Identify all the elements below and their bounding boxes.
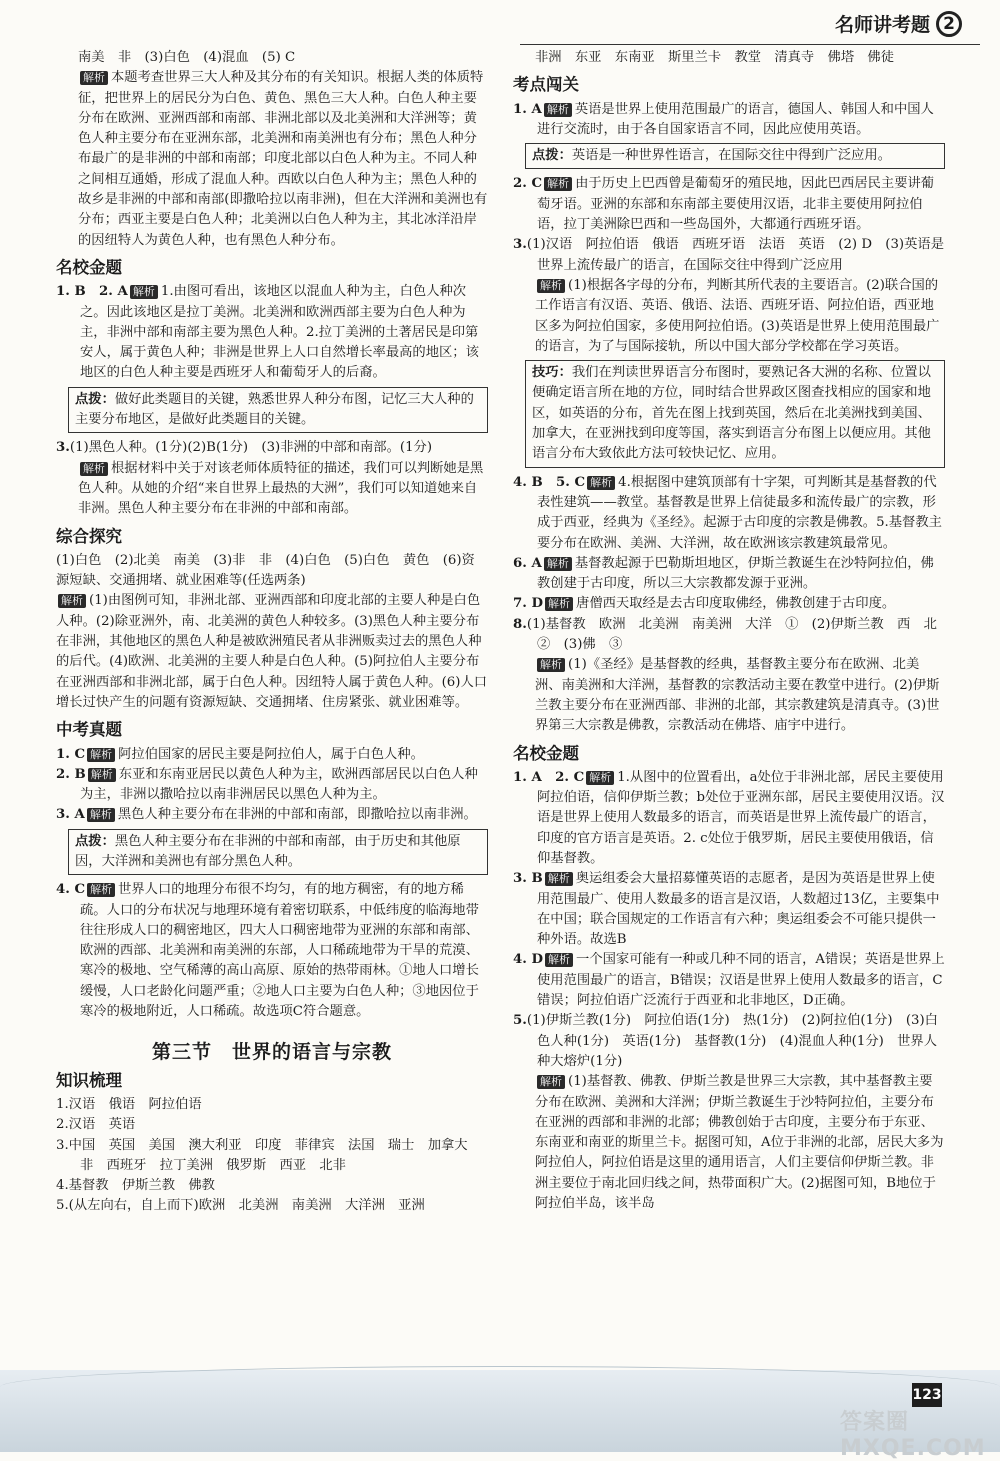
knowledge-item: 3.中国 英国 美国 澳大利亚 印度 菲律宾 法国 瑞士 加拿大 非 西班牙 拉丁美洲 俄罗斯 西亚 北非 xyxy=(56,1137,481,1173)
tip-label: 点拨： xyxy=(75,833,115,849)
answer-number: 8. xyxy=(513,616,527,632)
analysis-text: 黑色人种主要分布在非洲的中部和南部，即撒哈拉以南非洲。 xyxy=(117,807,477,823)
analysis-text: 东亚和东南亚居民以黄色人种为主，欧洲西部居民以白色人种为主，非洲以撒哈拉以南非洲居民以黑色人种为主。 xyxy=(80,766,478,803)
analysis-text: 根据材料中关于对该老师体质特征的描述，我们可以判断她是黑色人种。从她的介绍“来自世界上最热的大洲”，我们可以知道她来自非洲。黑色人种主要分布在非洲的中部和南部。 xyxy=(78,460,484,517)
analysis-text: 阿拉伯国家的居民主要是阿拉伯人，属于白色人种。 xyxy=(118,746,424,762)
analysis-text: 4.根据图中建筑顶部有十字架，可判断其是基督教的代表性建筑——教堂。基督教是世界上信徒最多和流传最广的宗教，形成于西亚，经典为《圣经》。起源于古印度的宗教是佛教。5.基督教主要分布在欧洲、美洲、大洋洲，故在欧洲该宗教建筑最常见。 xyxy=(537,474,942,551)
tip-label: 点拨： xyxy=(532,148,572,164)
right-column xyxy=(513,48,951,1214)
analysis-tag: 解析 xyxy=(537,1075,565,1089)
analysis-text: (1)基督教、佛教、伊斯兰教是世界三大宗教，其中基督教主要分布在欧洲、美洲和大洋洲；伊斯兰教诞生于沙特阿拉伯，主要分布在亚洲的西部和非洲的北部；佛教创始于古印度，主要分布于东亚、东南亚和南亚的斯里兰卡。据图可知，A位于非洲的北部，居民大多为阿拉伯人，阿拉伯语是这里的通用语言，人们主要信仰伊斯兰教。非洲主要位于南北回归线之间，热带面积广大。(2)据图可知，B地位于阿拉伯半岛，该半岛 xyxy=(535,1074,944,1212)
analysis-tag: 解析 xyxy=(544,557,572,571)
tip-box xyxy=(68,387,488,434)
analysis-text: 唐僧西天取经是去古印度取佛经，佛教创建于古印度。 xyxy=(576,596,896,612)
analysis-tag: 解析 xyxy=(87,748,115,762)
answer-item xyxy=(513,174,945,235)
analysis-tag: 解析 xyxy=(537,658,565,672)
brand-logo-icon: 2 xyxy=(936,11,962,37)
answer-line: 南美 非 (3)白色 (4)混血 (5) C xyxy=(78,50,296,65)
section-heading: 名校金题 xyxy=(56,257,122,277)
answer-item xyxy=(56,880,488,1022)
answer-text: (1)基督教 欧洲 北美洲 南美洲 大洋 ① (2)伊斯兰教 西 北 ② (3)佛 ③ xyxy=(526,616,951,653)
analysis-paragraph xyxy=(56,459,488,520)
analysis-tag: 解析 xyxy=(88,768,116,782)
section-heading: 考点闯关 xyxy=(513,75,579,95)
analysis-tag: 解析 xyxy=(130,285,158,299)
answer-item xyxy=(513,100,945,141)
analysis-paragraph xyxy=(513,655,945,736)
analysis-tag: 解析 xyxy=(544,103,572,117)
analysis-tag: 解析 xyxy=(545,953,573,967)
chapter-title: 第三节 世界的语言与宗教 xyxy=(151,1041,392,1064)
analysis-tag: 解析 xyxy=(537,279,565,293)
technique-box xyxy=(525,360,945,467)
analysis-paragraph xyxy=(513,276,945,357)
section-heading: 中考真题 xyxy=(56,720,122,740)
answer-number: 3. B xyxy=(513,871,543,887)
analysis-text: 一个国家可能有一种或几种不同的语言，A错误；英语是世界上使用范围最广的语言，B错误；汉语是世界上使用人数最多的语言，C错误；阿拉伯语广泛流行于西亚和北非地区，D正确。 xyxy=(537,952,945,1009)
technique-label: 技巧： xyxy=(532,365,572,381)
answer-text: (1)汉语 阿拉伯语 俄语 西班牙语 法语 英语 (2) D (3)英语是世界上流传最广的语言，在国际交往中得到广泛应用 xyxy=(526,237,945,273)
analysis-text: (1)《圣经》是基督教的经典，基督教主要分布在欧洲、北美洲、南美洲和大洋洲，基督教的宗教活动主要在教堂中进行。(2)伊斯兰教主要分布在亚洲西部、非洲的北部，其宗教建筑是清真寺。(3)世界第三大宗教是佛教，宗教活动在佛塔、庙宇中进行。 xyxy=(535,657,940,734)
knowledge-item: 5.(从左向右，自上而下)欧洲 北美洲 南美洲 大洋洲 亚洲 xyxy=(56,1198,425,1214)
answer-item xyxy=(513,235,945,276)
answer-item xyxy=(56,745,488,765)
analysis-text: 世界人口的地理分布很不均匀，有的地方稠密，有的地方稀疏。人口的分布状况与地理环境有着密切联系，中低纬度的临海地带往往形成人口的稠密地区，四大人口稠密地带为亚洲的东部和南部、欧洲的西部、北美洲和南美洲的东部，人口稀疏地带为干旱的荒漠、寒冷的极地、空气稀薄的高山高原、原始的热带雨林。①地人口增长缓慢，人口老龄化问题严重；②地人口主要为白色人种；③地因位于寒冷的极地附近，人口稀疏。故选项C符合题意。 xyxy=(80,882,479,1020)
tip-label: 点拨： xyxy=(75,391,115,407)
answer-item xyxy=(513,473,945,554)
answer-number: 5. xyxy=(513,1013,527,1029)
analysis-text: (1)根据各字母的分布，判断其所代表的主要语言。(2)联合国的工作语言有汉语、英语、俄语、法语、西班牙语、阿拉伯语，西亚地区多为阿拉伯国家，多使用阿拉伯语。(3)英语是世界上使用范围最广的语言，为了与国际接轨，所以中国大部分学校都在学习英语。 xyxy=(535,277,940,354)
answer-text: (1)伊斯兰教(1分) 阿拉伯语(1分) 热(1分) (2)阿拉伯(1分) (3)白色人种(1分) 英语(1分) 基督教(1分) (4)混血人种(1分) 世界人种大熔炉(1分) xyxy=(526,1013,938,1069)
answer-number: 4. D xyxy=(513,952,544,968)
answer-number: 2. B xyxy=(56,766,86,782)
answer-number: 3. A xyxy=(56,807,85,823)
answer-item xyxy=(513,1011,945,1072)
answer-number: 1. B 2. A xyxy=(56,284,128,300)
answer-item xyxy=(513,768,945,869)
answer-text: (1)白色 (2)北美 南美 (3)非 非 (4)白色 (5)白色 黄色 (6)资源短缺、交通拥堵、就业困难等(任选两条) xyxy=(56,552,475,589)
analysis-tag: 解析 xyxy=(80,71,108,85)
analysis-tag: 解析 xyxy=(544,177,572,191)
answer-text: (1)黑色人种。(1分)(2)B(1分) (3)非洲的中部和南部。(1分) xyxy=(69,440,433,456)
knowledge-item: 4.基督教 伊斯兰教 佛教 xyxy=(56,1178,215,1194)
analysis-tag: 解析 xyxy=(87,808,115,822)
tip-box xyxy=(525,143,945,169)
watermark: 答案圈 MXQE.COM xyxy=(840,1410,986,1461)
answer-item xyxy=(513,615,951,656)
answer-number: 3. xyxy=(513,237,527,253)
answer-item xyxy=(513,554,945,595)
section-heading: 知识梳理 xyxy=(56,1070,122,1090)
answer-number: 1. A 2. C xyxy=(513,769,585,785)
analysis-tag: 解析 xyxy=(587,476,615,490)
analysis-text: 1.由图可看出，该地区以混血人种为主，白色人种次之。因此该地区是拉丁美洲。北美洲和欧洲西部主要为白色人种为主，非洲中部和南部主要为黑色人种。2.拉丁美洲的土著居民是印第安人，属于黄色人种；非洲是世界上人口自然增长率最高的地区；该地区的白色人种主要是西班牙人和葡萄牙人的后裔。 xyxy=(80,284,479,381)
answer-number: 1. C xyxy=(56,746,86,762)
analysis-text: (1)由图例可知，非洲北部、亚洲西部和印度北部的主要人种是白色人种。(2)除亚洲外，南、北美洲的黄色人种较多。(3)黑色人种主要分布在非洲，其他地区的黑色人种是被欧洲殖民者从非洲贩卖过去的黑色人种的后代。(4)欧洲、北美洲的主要人种是白色人种。(5)阿拉伯人主要分布在亚洲西部和非洲北部，属于白色人种。因纽特人属于黄色人种。(6)人口增长过快产生的问题有资源短缺、交通拥堵、住房紧张、就业困难等。 xyxy=(56,593,488,710)
left-column xyxy=(56,48,488,1217)
answer-number: 4. B 5. C xyxy=(513,474,586,490)
answer-number: 4. C xyxy=(56,882,86,898)
analysis-tag: 解析 xyxy=(58,594,86,608)
tip-box xyxy=(68,829,488,876)
answer-item xyxy=(56,282,488,383)
brand-header xyxy=(835,10,962,37)
page-number: 123 xyxy=(912,1383,942,1407)
analysis-paragraph xyxy=(56,68,488,251)
knowledge-item: 2.汉语 英语 xyxy=(56,1117,136,1133)
answer-number: 2. C xyxy=(513,176,543,192)
answer-item xyxy=(56,765,488,806)
answer-number: 3. xyxy=(56,440,70,456)
analysis-text: 基督教起源于巴勒斯坦地区，伊斯兰教诞生在沙特阿拉伯，佛教创建于古印度，所以三大宗教都发源于亚洲。 xyxy=(537,555,934,592)
tip-text: 做好此类题目的关键，熟悉世界人种分布图，记忆三大人种的主要分布地区，是做好此类题目的关键。 xyxy=(75,391,474,428)
analysis-tag: 解析 xyxy=(545,597,573,611)
tip-text: 英语是一种世界性语言，在国际交往中得到广泛应用。 xyxy=(571,148,892,164)
section-heading: 综合探究 xyxy=(56,526,122,546)
answer-item xyxy=(56,805,488,825)
analysis-text: 本题考查世界三大人种及其分布的有关知识。根据人类的体质特征，把世界上的居民分为白色、黄色、黑色三大人种。白色人种主要分布在欧洲、亚洲西部和南部、非洲北部以及北美洲和大洋洲等；黄色人种主要分布在亚洲东部，北美洲和南美洲也有分布；黑色人种分布最广的是非洲的中部和南部；印度北部以白色人种为主。不同人种之间相互通婚，形成了混血人种。西欧以白色人种为主；黑色人种的故乡是非洲的中部和南部(即撒哈拉以南非洲)，但在大洋洲和美洲也有分布；西亚主要是白色人种；北美洲以白色人种为主，其北冰洋沿岸的因纽特人为黄色人种，也有黑色人种分布。 xyxy=(78,70,488,248)
analysis-text: 1.从图中的位置看出，a处位于非洲北部，居民主要使用阿拉伯语，信仰伊斯兰教；b处位于亚洲东部，居民主要使用汉语。汉语是世界上使用人数最多的语言，而英语是世界上流传最广的语言，印度的官方语言是英语。2. c处位于俄罗斯，居民主要使用俄语，信仰基督教。 xyxy=(537,769,945,866)
analysis-paragraph xyxy=(56,591,488,713)
technique-text: 我们在判读世界语言分布图时，要熟记各大洲的名称、位置以便确定语言所在地的方位，同时结合世界政区图查找相应的国家和地区，如英语的分布，首先在图上找到英国，然后在北美洲找到美国、加拿大，在亚洲找到印度等国，落实到语言分布图上以便应用。其他语言分布大致依此方法可较快记忆、应用。 xyxy=(532,365,931,462)
analysis-tag: 解析 xyxy=(545,872,573,886)
analysis-tag: 解析 xyxy=(80,462,108,476)
analysis-tag: 解析 xyxy=(586,771,614,785)
answer-item xyxy=(513,594,945,614)
answer-item xyxy=(513,950,945,1011)
answer-number: 1. A xyxy=(513,101,542,117)
knowledge-item: 1.汉语 俄语 阿拉伯语 xyxy=(56,1096,202,1112)
brand-title: 名师讲考题 xyxy=(834,14,930,36)
answer-item xyxy=(513,869,945,950)
answer-number: 6. A xyxy=(513,555,542,571)
section-heading: 名校金题 xyxy=(513,743,579,763)
tip-text: 黑色人种主要分布在非洲的中部和南部，由于历史和其他原因，大洋洲和美洲也有部分黑色人种。 xyxy=(75,833,461,869)
analysis-tag: 解析 xyxy=(87,883,115,897)
header-rule xyxy=(520,44,980,45)
analysis-paragraph xyxy=(513,1072,945,1214)
analysis-text: 英语是世界上使用范围最广的语言，德国人、韩国人和中国人进行交流时，由于各自国家语言不同，因此应使用英语。 xyxy=(537,101,934,137)
answer-item xyxy=(56,438,488,458)
analysis-text: 奥运组委会大量招募懂英语的志愿者，是因为英语是世界上使用范围最广、使用人数最多的语言是汉语，人数超过13亿，主要集中在中国；联合国规定的工作语言有六种；奥运组委会不可能只提供一种外语。故选B xyxy=(537,871,940,948)
answer-number: 7. D xyxy=(513,596,544,612)
answer-line: 非洲 东亚 东南亚 斯里兰卡 教堂 清真寺 佛塔 佛徒 xyxy=(535,50,895,65)
analysis-text: 由于历史上巴西曾是葡萄牙的殖民地，因此巴西居民主要讲葡萄牙语。亚洲的东部和东南部主要使用汉语，北非主要使用阿拉伯语，拉丁美洲除巴西和一些岛国外，大都通行西班牙语。 xyxy=(537,176,935,233)
